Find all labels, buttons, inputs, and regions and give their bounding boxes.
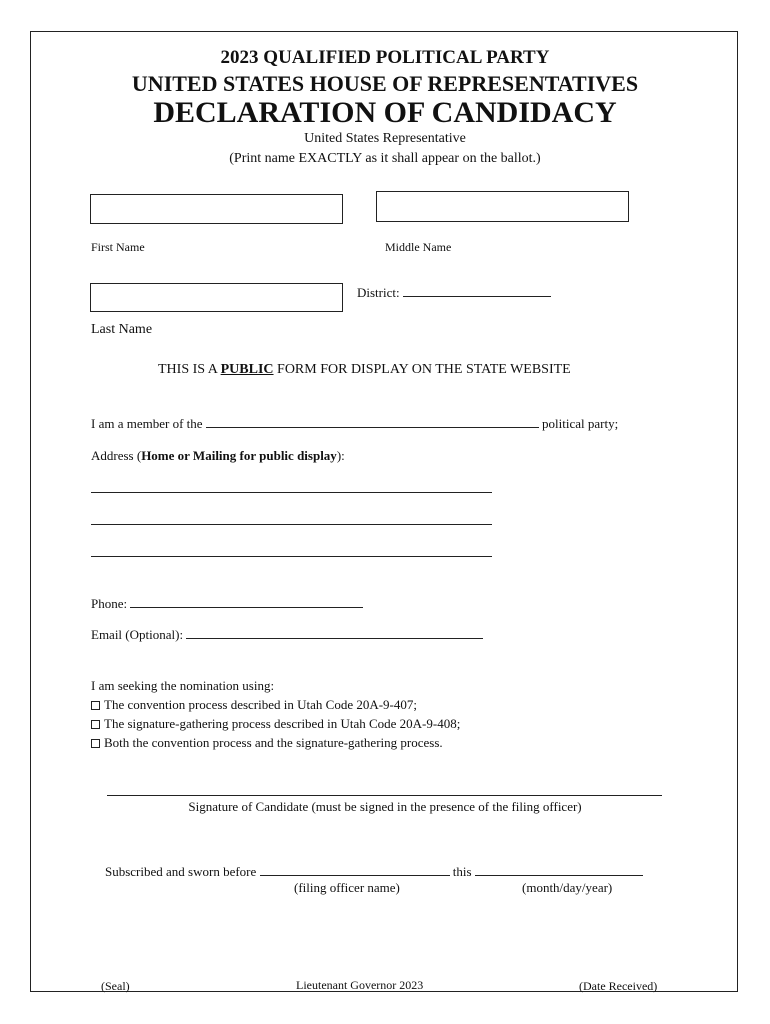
district-field[interactable] xyxy=(403,285,551,297)
middle-name-label: Middle Name xyxy=(385,240,452,254)
nomination-option-both[interactable] xyxy=(91,735,443,751)
nomination-option-convention[interactable] xyxy=(91,697,417,713)
option-label: The signature-gathering process described in Utah Code 20A-9-408; xyxy=(104,716,461,731)
email-field[interactable] xyxy=(186,627,483,639)
sworn-middle: this xyxy=(452,864,472,879)
phone-label: Phone: xyxy=(91,596,128,611)
sworn-prefix: Subscribed and sworn before xyxy=(105,864,257,879)
membership-suffix: political party; xyxy=(542,416,619,431)
filing-officer-field[interactable] xyxy=(260,864,450,876)
phone-field[interactable] xyxy=(130,596,363,608)
address-label-bold: Home or Mailing for public display xyxy=(141,448,337,463)
header-line-1: 2023 QUALIFIED POLITICAL PARTY xyxy=(220,47,550,68)
address-label xyxy=(91,448,345,464)
checkbox-icon[interactable] xyxy=(91,720,100,729)
option-label: The convention process described in Utah Code 20A-9-407; xyxy=(104,697,418,712)
date-caption: (month/day/year) xyxy=(522,880,613,895)
public-notice xyxy=(158,362,571,378)
district-row xyxy=(357,285,551,301)
sworn-row xyxy=(105,864,643,880)
filing-officer-caption: (filing officer name) xyxy=(294,880,400,895)
nomination-option-signature[interactable] xyxy=(91,716,460,732)
office-subtitle: United States Representative xyxy=(304,131,466,146)
party-field[interactable] xyxy=(206,416,539,428)
signature-line[interactable] xyxy=(107,795,662,796)
middle-name-field[interactable] xyxy=(376,191,629,222)
checkbox-icon[interactable] xyxy=(91,701,100,710)
notice-emphasis: PUBLIC xyxy=(220,362,274,377)
address-line-1[interactable] xyxy=(91,492,492,493)
membership-row xyxy=(91,416,618,432)
address-line-3[interactable] xyxy=(91,556,492,557)
address-label-prefix: Address ( xyxy=(91,448,142,463)
email-label: Email (Optional): xyxy=(91,627,184,642)
notice-suffix: FORM FOR DISPLAY ON THE STATE WEBSITE xyxy=(273,362,571,377)
first-name-label: First Name xyxy=(91,240,145,254)
option-label: Both the convention process and the signature-gathering process. xyxy=(104,735,443,750)
header-line-2: UNITED STATES HOUSE OF REPRESENTATIVES xyxy=(131,71,639,96)
address-line-2[interactable] xyxy=(91,524,492,525)
first-name-field[interactable] xyxy=(90,194,343,224)
form-page xyxy=(30,31,738,992)
notice-prefix: THIS IS A xyxy=(158,362,221,377)
seal-label: (Seal) xyxy=(101,979,130,993)
sworn-date-field[interactable] xyxy=(475,864,643,876)
membership-prefix: I am a member of the xyxy=(91,416,203,431)
district-label: District: xyxy=(357,285,400,300)
last-name-label: Last Name xyxy=(91,322,153,337)
nomination-intro: I am seeking the nomination using: xyxy=(91,678,275,693)
date-received-label: (Date Received) xyxy=(579,979,658,993)
phone-row xyxy=(91,596,363,612)
last-name-field[interactable] xyxy=(90,283,343,312)
checkbox-icon[interactable] xyxy=(91,739,100,748)
signature-caption: Signature of Candidate (must be signed in the presence of the filing officer) xyxy=(188,799,582,814)
address-label-suffix: ): xyxy=(336,448,345,463)
email-row xyxy=(91,627,483,643)
print-instruction: (Print name EXACTLY as it shall appear on the ballot.) xyxy=(229,151,541,166)
lieutenant-governor-label: Lieutenant Governor 2023 xyxy=(296,978,424,992)
form-title: DECLARATION OF CANDIDACY xyxy=(153,96,617,129)
